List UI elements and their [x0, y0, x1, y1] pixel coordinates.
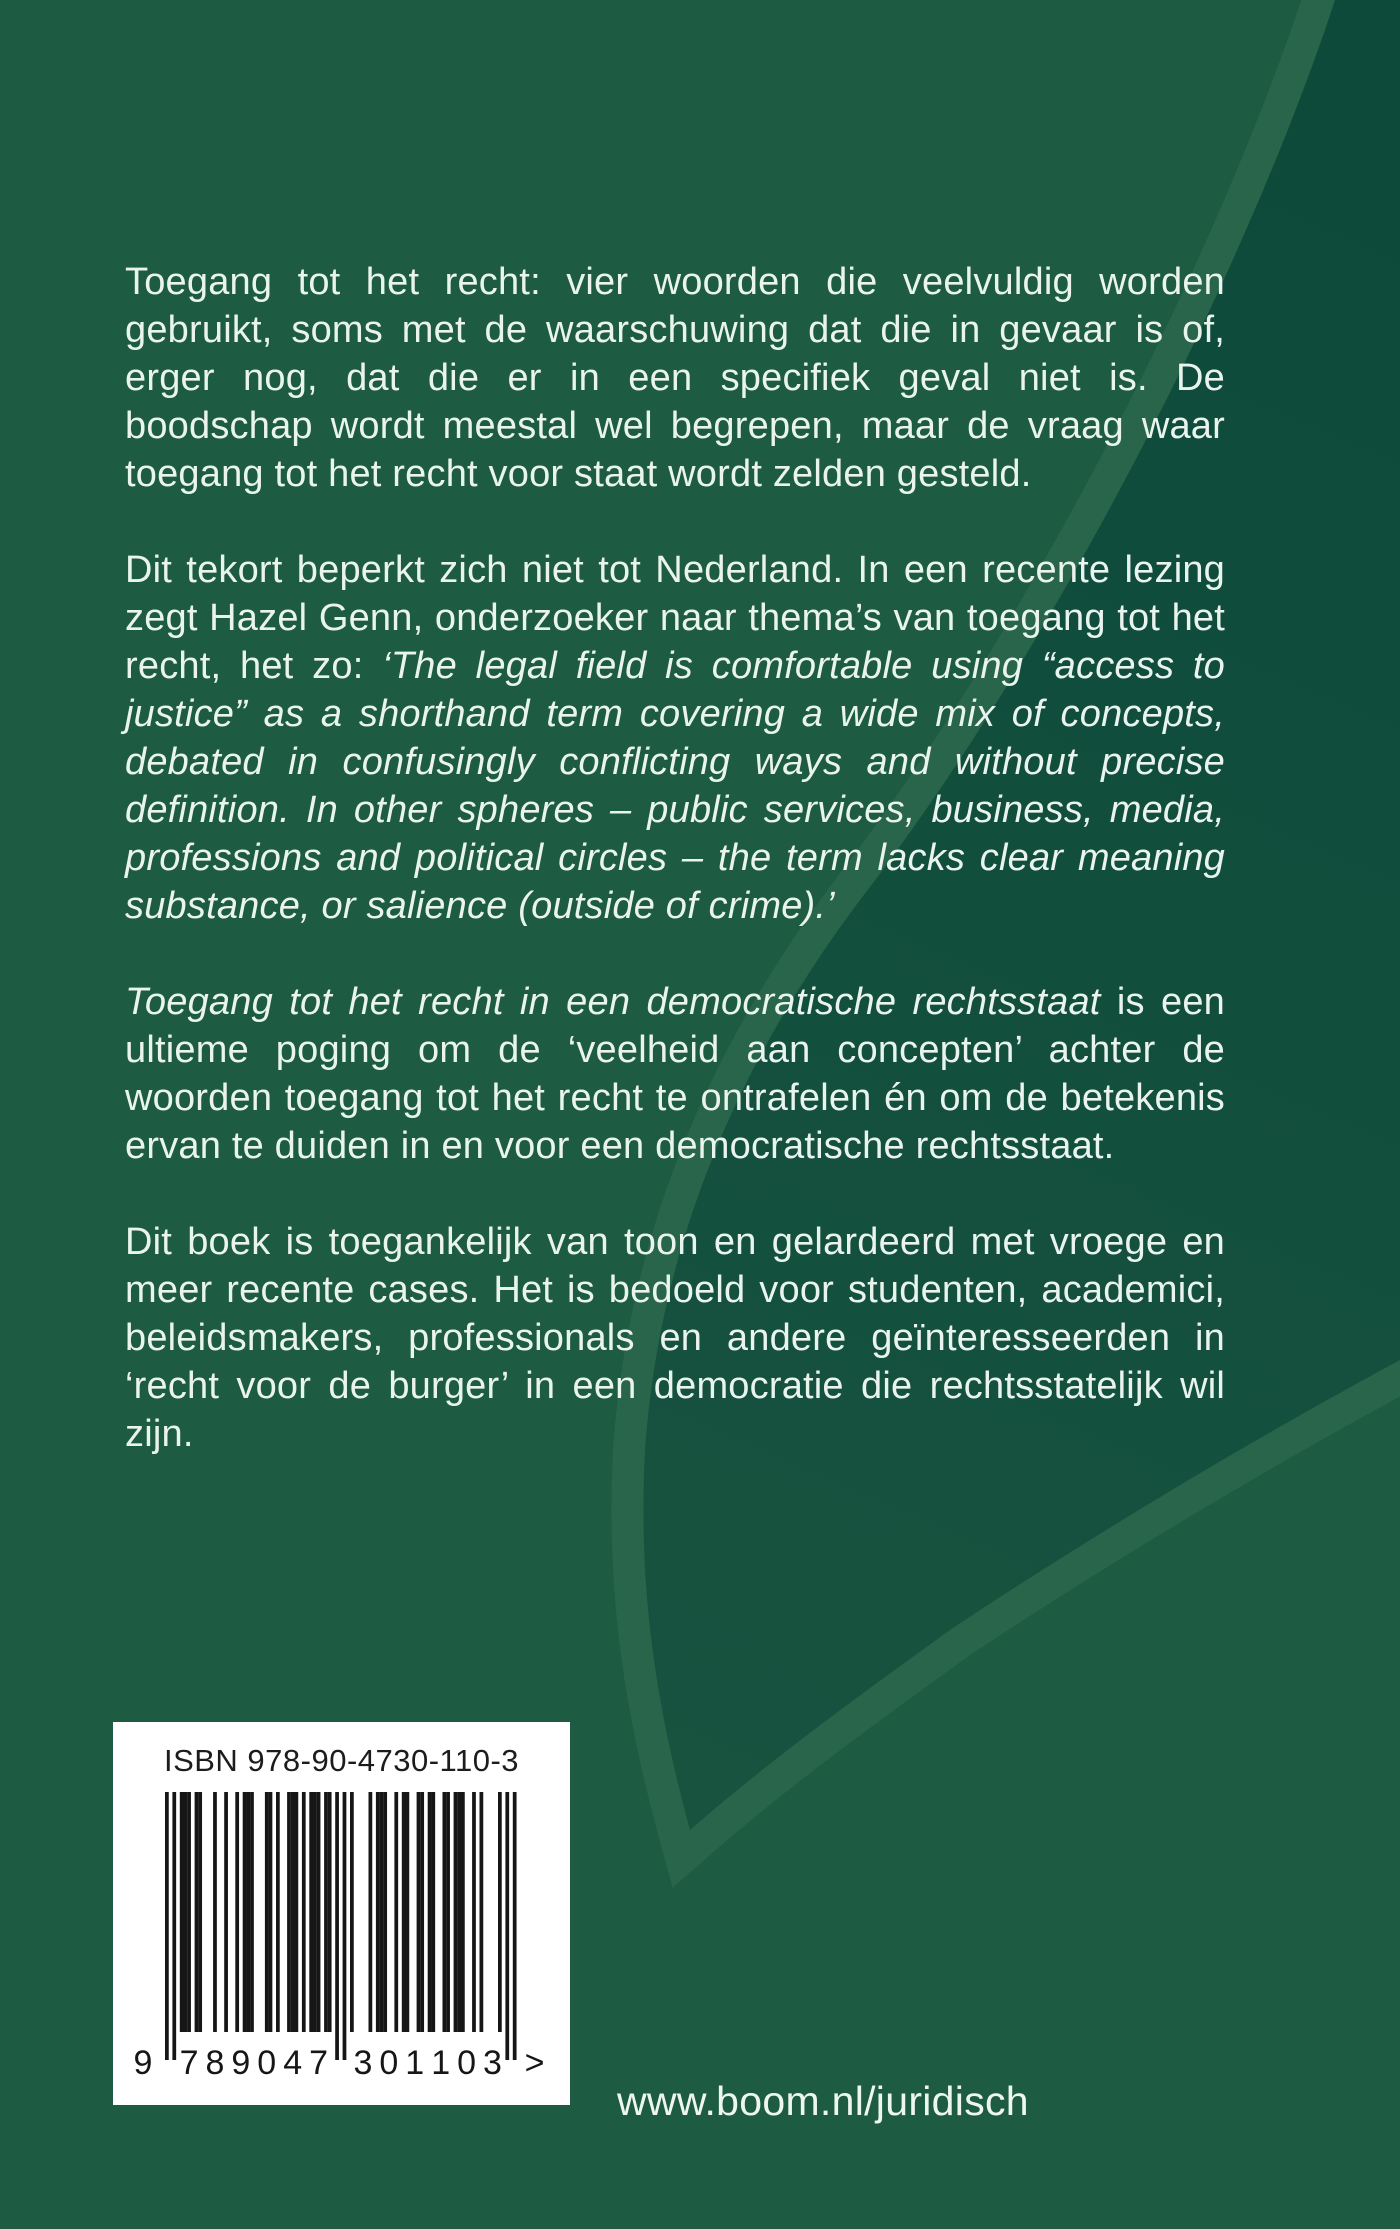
svg-text:>: > [524, 2044, 545, 2082]
svg-text:4: 4 [283, 2044, 303, 2082]
paragraph [125, 546, 1225, 930]
svg-text:0: 0 [257, 2044, 277, 2082]
isbn-label: ISBN 978-90-4730-110-3 [163, 1743, 520, 1778]
svg-text:9: 9 [231, 2044, 251, 2082]
paragraph-segment: Dit boek is toegankelijk van toon en gelardeerd met vroege en meer recente cases. Het is bedoeld voor studenten, academici, beleidsmakers, professionals en andere geïnteresseerden in ‘recht voor de burger’ in een democratie die rechtsstatelijk wil zijn. [125, 1221, 1225, 1455]
ean13-barcode [113, 1722, 570, 2105]
blurb [125, 258, 1225, 1506]
svg-text:3: 3 [482, 2044, 502, 2082]
isbn-barcode-box [113, 1722, 570, 2105]
svg-text:8: 8 [205, 2044, 225, 2082]
paragraph-italic-segment: ‘The legal field is comfortable using “access to justice” as a shorthand term covering a wide mix of concepts, debated in confusingly conflicting ways and without precise definition. In other spheres – public services, business, media, professions and political circles – the term lacks clear meaning substance, or salience (outside of crime).’ [125, 645, 1225, 927]
svg-text:1: 1 [431, 2044, 451, 2082]
paragraph [125, 978, 1225, 1170]
paragraph-segment: is een ultieme poging om de ‘veelheid aan concepten’ achter de woorden toegang tot het recht te ontrafelen én om de betekenis ervan te duiden in en voor een democratische rechtsstaat. [125, 981, 1226, 1167]
paragraph-segment: Toegang tot het recht: vier woorden die veelvuldig worden gebruikt, soms met de waarschuwing dat die in gevaar is of, erger nog, dat die er in een specifiek geval niet is. De boodschap wordt meestal wel begrepen, maar de vraag waar toegang tot het recht voor staat wordt zelden gesteld. [125, 261, 1225, 495]
publisher-url: www.boom.nl/juridisch [617, 2078, 1029, 2124]
svg-text:0: 0 [457, 2044, 477, 2082]
svg-text:0: 0 [379, 2044, 399, 2082]
svg-text:7: 7 [309, 2044, 329, 2082]
svg-text:1: 1 [405, 2044, 425, 2082]
paragraph [125, 258, 1225, 498]
paragraph [125, 1218, 1225, 1458]
paragraph-italic-segment: Toegang tot het recht in een democratische rechtsstaat [125, 981, 1101, 1023]
svg-text:3: 3 [353, 2044, 373, 2082]
svg-text:9: 9 [133, 2044, 153, 2082]
paragraph-segment: Dit tekort beperkt zich niet tot Nederland. In een recente lezing zegt Hazel Genn, onderzoeker naar thema’s van toegang tot het recht, het zo: [125, 549, 1225, 687]
svg-text:7: 7 [179, 2044, 199, 2082]
